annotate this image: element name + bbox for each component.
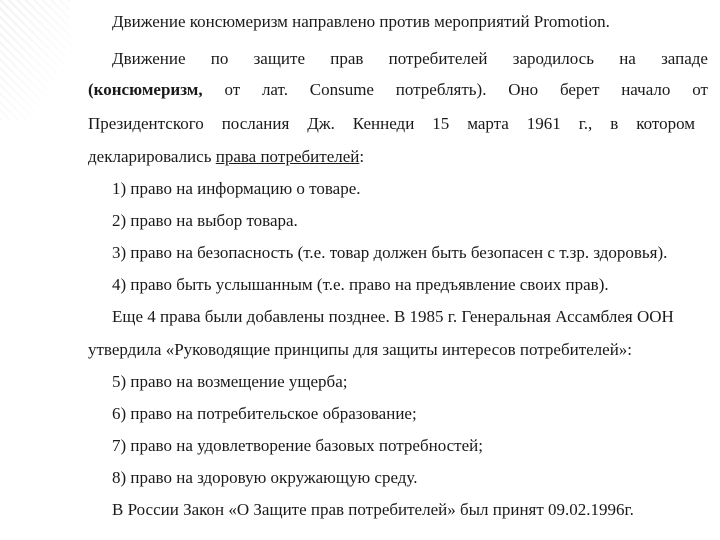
word: Президентского bbox=[88, 114, 204, 133]
word: по bbox=[210, 49, 229, 68]
word: г., bbox=[578, 114, 593, 133]
right-4: 4) право быть услышанным (т.е. право на предъявление своих прав). bbox=[112, 275, 609, 294]
word: Дж. bbox=[307, 114, 335, 133]
word: Движение bbox=[112, 49, 186, 68]
word: прав bbox=[330, 49, 364, 68]
word: потреблять). bbox=[395, 80, 487, 99]
paragraph-promotion: Движение консюмеризм направлено против мероприятий Promotion. bbox=[112, 12, 610, 31]
right-2: 2) право на выбор товара. bbox=[112, 211, 298, 230]
word: потребителей bbox=[388, 49, 488, 68]
paragraph-movement-line-1 bbox=[112, 48, 708, 70]
word: Кеннеди bbox=[352, 114, 415, 133]
paragraph-movement-line-3 bbox=[88, 113, 695, 135]
word: послания bbox=[221, 114, 290, 133]
word: на bbox=[619, 49, 636, 68]
consumer-rights-link: права потребителей bbox=[215, 147, 360, 166]
word: зародилось bbox=[512, 49, 594, 68]
word: Оно bbox=[508, 80, 539, 99]
paragraph-movement-line-2 bbox=[88, 79, 708, 101]
paragraph-un-line-1: Еще 4 права были добавлены позднее. В 1985 г. Генеральная Ассамблея ООН bbox=[112, 307, 674, 326]
right-8: 8) право на здоровую окружающую среду. bbox=[112, 468, 418, 487]
paragraph-un-line-2: утвердила «Руководящие принципы для защиты интересов потребителей»: bbox=[88, 340, 633, 359]
word: 1961 bbox=[526, 114, 561, 133]
word: 15 bbox=[432, 114, 450, 133]
word: от bbox=[692, 80, 708, 99]
word: от bbox=[224, 80, 241, 99]
paragraph-movement-line-4: декларировались права потребителей: bbox=[88, 147, 365, 166]
word: берет bbox=[559, 80, 600, 99]
word: Consume bbox=[309, 80, 374, 99]
word: котором bbox=[636, 114, 695, 133]
right-5: 5) право на возмещение ущерба; bbox=[112, 372, 348, 391]
word: марта bbox=[467, 114, 509, 133]
word: лат. bbox=[261, 80, 288, 99]
word: защите bbox=[253, 49, 306, 68]
right-1: 1) право на информацию о товаре. bbox=[112, 179, 361, 198]
right-6: 6) право на потребительское образование; bbox=[112, 404, 417, 423]
consumerism-term: (консюмеризм, bbox=[88, 80, 203, 99]
paragraph-russia-law: В России Закон «О Защите прав потребителей» был принят 09.02.1996г. bbox=[112, 500, 634, 519]
right-7: 7) право на удовлетворение базовых потребностей; bbox=[112, 436, 483, 455]
word: западе bbox=[661, 49, 708, 68]
right-3: 3) право на безопасность (т.е. товар должен быть безопасен с т.зр. здоровья). bbox=[112, 243, 668, 262]
corner-decoration-fade bbox=[0, 0, 70, 120]
word: в bbox=[610, 114, 619, 133]
word: начало bbox=[621, 80, 671, 99]
